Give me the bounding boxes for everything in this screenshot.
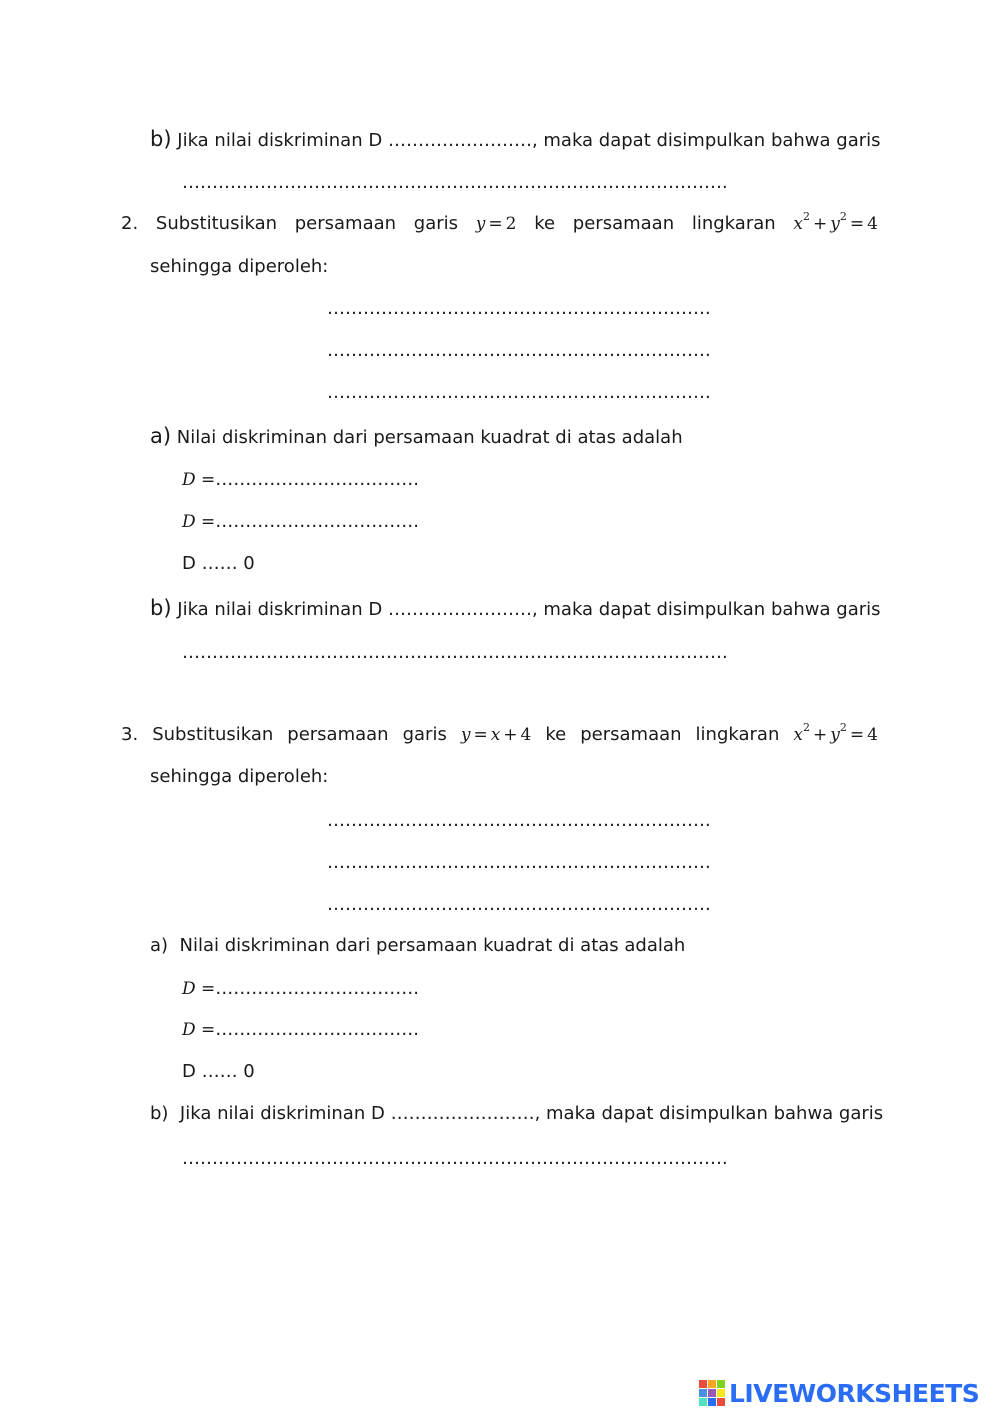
q3-a-d-symbol-2: D = [182, 1020, 216, 1040]
q3-a-compare[interactable]: D …… 0 [182, 1061, 255, 1082]
q2-work-line-2[interactable]: ………………………………………………………. [327, 340, 711, 361]
q3-word-2: persamaan [287, 724, 389, 745]
q3-b-marker: b) [150, 1103, 169, 1124]
q3-question-line [121, 723, 878, 747]
logo-mark-icon [699, 1380, 725, 1406]
q3-line-equation: y = x + 4 [460, 725, 532, 745]
logo-square [708, 1389, 716, 1397]
q3-word-4: persamaan [580, 724, 682, 745]
q3-word-3: garis [402, 724, 447, 745]
q1-b-suffix: , maka dapat disimpulkan bahwa garis [531, 130, 881, 151]
q3-b-line [150, 1102, 884, 1126]
q3-continuation: sehingga diperoleh: [150, 766, 329, 787]
logo-square [717, 1380, 725, 1388]
q2-a-d-symbol-1: D = [182, 470, 216, 490]
q2-b-marker: b) [150, 596, 172, 620]
q2-question-line [121, 212, 878, 236]
logo-square [708, 1380, 716, 1388]
q2-a-d-symbol-2: D = [182, 512, 216, 532]
q3-a-d-line-2 [182, 1018, 419, 1042]
q3-a-d-blank-2[interactable]: ……………………………. [215, 1019, 420, 1040]
logo-square [699, 1380, 707, 1388]
q2-a-text: Nilai diskriminan dari persamaan kuadrat di atas adalah [176, 427, 683, 448]
q3-b-answer-line[interactable]: ………………………………………………………………………………. [182, 1148, 728, 1169]
logo-square [699, 1389, 707, 1397]
q3-word-1: Substitusikan [152, 724, 274, 745]
q2-word-5: lingkaran [691, 213, 776, 234]
q2-a-d-blank-2[interactable]: ……………………………. [215, 511, 420, 532]
logo-square [699, 1398, 707, 1406]
logo-square [708, 1398, 716, 1406]
q3-b-blank[interactable]: …………………… [390, 1103, 535, 1124]
q2-word-ke: ke [534, 213, 556, 234]
liveworksheets-logo[interactable] [699, 1377, 979, 1409]
q2-b-prefix: Jika nilai diskriminan D [177, 599, 383, 620]
q2-work-line-3[interactable]: ………………………………………………………. [327, 382, 711, 403]
q2-number: 2. [121, 213, 139, 234]
q3-a-d-blank-1[interactable]: ……………………………. [215, 978, 420, 999]
q3-word-ke: ke [545, 724, 567, 745]
q2-circle-equation: $x^2 + y^2 = 4$ [793, 210, 878, 234]
q2-word-1: Substitusikan [155, 213, 278, 234]
q2-b-line [150, 596, 881, 622]
q3-word-5: lingkaran [695, 724, 780, 745]
q2-b-suffix: , maka dapat disimpulkan bahwa garis [531, 599, 881, 620]
q3-work-line-3[interactable]: ………………………………………………………. [327, 894, 711, 915]
q3-number: 3. [121, 724, 139, 745]
logo-text: LIVEWORKSHEETS [729, 1378, 980, 1408]
q3-b-prefix: Jika nilai diskriminan D [179, 1103, 385, 1124]
q3-a-d-symbol-1: D = [182, 979, 216, 999]
q2-b-answer-line[interactable]: ………………………………………………………………………………. [182, 642, 728, 663]
q3-a-marker: a) [150, 935, 169, 956]
q2-a-compare[interactable]: D …… 0 [182, 553, 255, 574]
q1-b-marker: b) [150, 127, 172, 151]
logo-square [717, 1389, 725, 1397]
q2-line-equation: y = 2 [475, 214, 517, 234]
q2-b-blank[interactable]: …………………… [387, 599, 532, 620]
q1-b-blank[interactable]: …………………… [387, 130, 532, 151]
q2-word-3: garis [413, 213, 459, 234]
logo-square [717, 1398, 725, 1406]
q3-a-d-line-1 [182, 977, 419, 1001]
q3-work-line-1[interactable]: ………………………………………………………. [327, 810, 711, 831]
q2-a-marker: a) [150, 424, 172, 448]
q2-a-d-blank-1[interactable]: ……………………………. [215, 469, 420, 490]
q3-a-text: Nilai diskriminan dari persamaan kuadrat di atas adalah [179, 935, 686, 956]
q2-work-line-1[interactable]: ………………………………………………………. [327, 298, 711, 319]
q2-a-line [150, 424, 683, 450]
q3-work-line-2[interactable]: ………………………………………………………. [327, 852, 711, 873]
q2-continuation: sehingga diperoleh: [150, 256, 329, 277]
q3-b-suffix: , maka dapat disimpulkan bahwa garis [534, 1103, 884, 1124]
q1-b-answer-line[interactable]: ………………………………………………………………………………. [182, 172, 728, 193]
q3-a-line [150, 934, 685, 958]
q2-word-2: persamaan [294, 213, 397, 234]
q2-word-4: persamaan [572, 213, 675, 234]
q2-a-d-line-1 [182, 468, 419, 492]
q2-a-d-line-2 [182, 510, 419, 534]
q1-b-line [150, 127, 881, 153]
q3-circle-equation: $x^2 + y^2 = 4$ [793, 721, 878, 745]
q1-b-prefix: Jika nilai diskriminan D [177, 130, 383, 151]
